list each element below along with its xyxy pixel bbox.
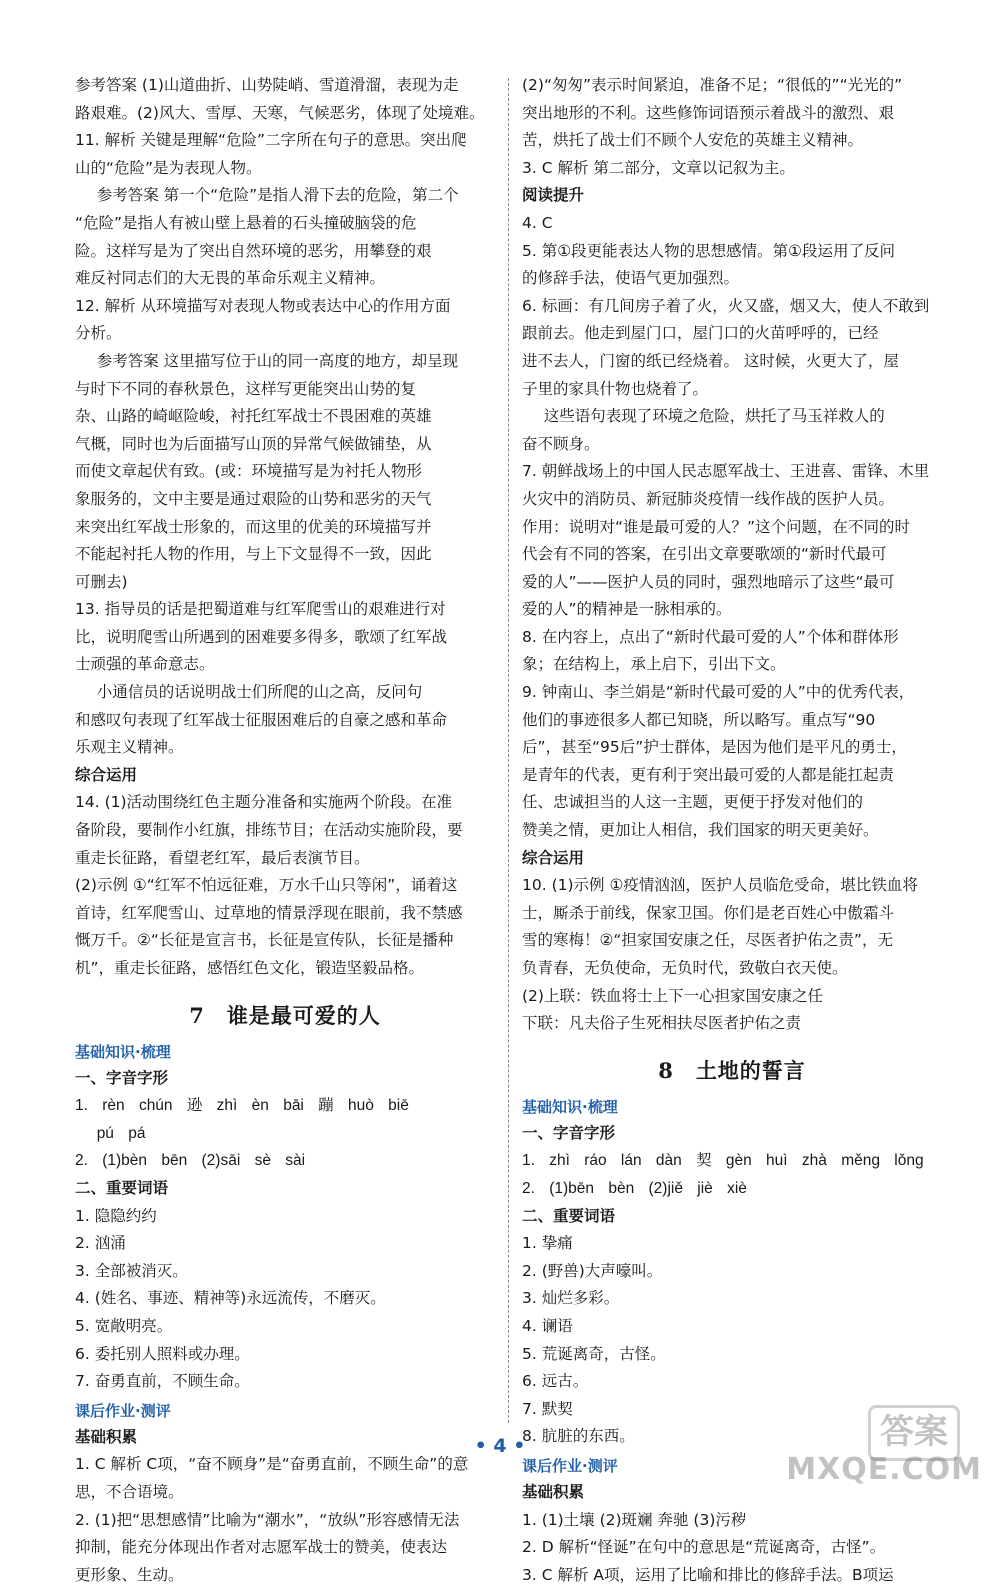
text-line: 8. 在内容上，点出了“新时代最可爱的人”个体和群体形 [522,627,899,646]
text-line: 爱的人”的精神是一脉相承的。 [522,600,732,619]
text-line: 2. (1)bēn bèn (2)jiě jiè xiè [522,1179,747,1197]
text-line: 7. 奋勇直前，不顾生命。 [75,1372,250,1391]
subheading: 综合运用 [75,765,138,784]
watermark-text: MXQE.COM [786,1452,982,1487]
text-line: 1. rèn chún 逊 zhì èn bāi 蹦 huò biē [75,1097,409,1115]
text-line: 苦，烘托了战士们不顾个人安危的英雄主义精神。 [522,131,864,150]
text-line: 更形象、生动。 [75,1565,184,1584]
column-divider [508,78,509,1423]
text-line: 思，不合语境。 [75,1482,184,1501]
text-line: 机”，重走长征路，感悟红色文化，锻造坚毅品格。 [75,959,425,977]
text-line: 4. 谰语 [522,1316,573,1335]
text-line: 5. 宽敞明亮。 [75,1316,173,1335]
subheading: 一、字音字形 [75,1068,169,1087]
text-line: 而使文章起伏有致。(或：环境描写是为衬托人物形 [75,462,423,481]
text-line: (2)“匆匆”表示时间紧迫，准备不足；“很低的”“光光的” [522,76,903,94]
text-line: 难反衬同志们的大无畏的革命乐观主义精神。 [75,269,386,288]
text-line: 1. 挚痛 [522,1234,573,1253]
section-number: 7 [189,1002,205,1028]
text-line: 1. (1)土壤 (2)斑斓 奔驰 (3)污秽 [522,1510,747,1529]
section-title-text: 土地的誓言 [695,1057,806,1083]
text-line: 象；在结构上，承上启下，引出下文。 [522,655,786,674]
text-line: pú pá [96,1124,146,1142]
text-line: 4. C [522,213,553,232]
text-line: 3. 灿烂多彩。 [522,1289,620,1308]
text-line: 13. 指导员的话是把蜀道难与红军爬雪山的艰难进行对 [75,600,446,619]
text-line: 2. (1)把“思想感情”比喻为“潮水”，“放纵”形容感情无法 [75,1510,460,1529]
text-line: 代会有不同的答案，在引出文章要歌颂的“新时代最可 [522,545,887,564]
text-line: 9. 钟南山、李兰娟是“新时代最可爱的人”中的优秀代表， [522,683,915,702]
text-line: 备阶段，要制作小红旗，排练节目；在活动实施阶段，要 [75,821,463,840]
text-line: 负青春，无负使命，无负时代，致敬白衣天使。 [522,959,848,977]
text-line: 气概，同时也为后面描写山顶的异常气候做铺垫，从 [75,434,432,453]
text-line: 慨万千。②“长征是宣言书，长征是宣传队，长征是播种 [75,931,454,950]
section-title-text: 谁是最可爱的人 [226,1002,381,1028]
text-line: 14. (1)活动围绕红色主题分准备和实施两个阶段。在准 [75,793,453,812]
text-line: 4. (姓名、事迹、精神等)永远流传，不磨灭。 [75,1289,386,1308]
text-line: 是青年的代表，更有利于突出最可爱的人都是能扛起责 [522,765,895,784]
text-line: 6. 委托别人照料或办理。 [75,1344,250,1363]
text-line: 任、忠诚担当的人这一主题，更便于抒发对他们的 [522,793,864,812]
subheading: 综合运用 [522,848,585,867]
text-line: 士，厮杀于前线，保家卫国。你们是老百姓心中傲霜斗 [522,903,895,922]
text-line: 3. C 解析 A项，运用了比喻和排比的修辞手法。B项运 [522,1565,894,1584]
text-line: 5. 第①段更能表达人物的思想感情。第①段运用了反问 [522,241,896,260]
left-column [75,72,495,1589]
text-line: (2)上联：铁血将士上下一心担家国安康之任 [522,986,823,1005]
text-line: 抑制，能充分体现出作者对志愿军战士的赞美，使表达 [75,1538,448,1557]
text-line: 赞美之情，更加让人相信，我们国家的明天更美好。 [522,821,879,840]
text-line: 爱的人”——医护人员的同时，强烈地暗示了这些“最可 [522,572,895,591]
text-line: 来突出红军战士形象的，而这里的优美的环境描写并 [75,517,432,536]
text-line: 进不去人，门窗的纸已经烧着。 这时候，火更大了，屋 [522,351,899,370]
subheading: 基础积累 [522,1482,585,1501]
text-line: 11. 解析 关键是理解“危险”二字所在句子的意思。突出爬 [75,131,467,150]
text-line: 雪的寒梅！②“担家国安康之任，尽医者护佑之责”，无 [522,931,893,950]
text-line: 的修辞手法，使语气更加强烈。 [522,269,740,288]
text-line: 2. D 解析“怪诞”在句中的意思是“荒诞离奇，古怪”。 [522,1538,886,1557]
section-banner: 基础知识·梳理 [75,1042,171,1061]
watermark-logo [786,1399,990,1489]
text-line: 2. (1)bèn bēn (2)sāi sè sài [75,1152,306,1170]
text-line: 参考答案 这里描写位于山的同一高度的地方，却呈现 [96,351,459,370]
text-line: 和感叹句表现了红军战士征服困难后的自豪之感和革命 [75,710,448,729]
text-line: 重走长征路，看望老红军，最后表演节目。 [75,848,370,867]
section-banner: 基础知识·梳理 [522,1097,618,1116]
text-line: 3. 全部被消灭。 [75,1261,188,1280]
text-line: 可删去) [75,572,128,591]
text-line: 跟前去。他走到屋门口，屋门口的火苗呼呼的，已经 [522,324,879,343]
subheading: 基础积累 [75,1427,138,1446]
text-line: 这些语句表现了环境之危险，烘托了马玉祥救人的 [543,407,885,426]
text-line: 1. 隐隐约约 [75,1206,157,1225]
text-line: 2. (野兽)大声嚎叫。 [522,1261,663,1280]
watermark-stamp: 答案 [868,1405,960,1461]
text-line: 分析。 [75,324,122,343]
text-line: 后”，甚至“95后”护士群体，是因为他们是平凡的勇士， [522,738,907,757]
subheading: 二、重要词语 [522,1206,616,1225]
text-line: 杂、山路的崎岖险峻，衬托红军战士不畏困难的英雄 [75,407,432,426]
text-line: 8. 肮脏的东西。 [522,1427,635,1446]
text-line: 参考答案 第一个“危险”是指人滑下去的危险，第二个 [96,186,459,205]
text-line: 6. 标画：有几间房子着了火，火又盛，烟又大，使人不敢到 [522,296,930,315]
text-line: 10. (1)示例 ①疫情汹汹，医护人员临危受命，堪比铁血将 [522,876,918,895]
text-line: 子里的家具什物也烧着了。 [522,379,709,398]
text-line: 他们的事迹很多人都已知晓，所以略写。重点写“90 [522,710,876,729]
section-banner: 课后作业·测评 [522,1456,618,1475]
text-line: 3. C 解析 第二部分，文章以记叙为主。 [522,158,795,177]
text-line: 火灾中的消防员、新冠肺炎疫情一线作战的医护人员。 [522,489,895,508]
text-line: (2)示例 ①“红军不怕远征难，万水千山只等闲”，诵着这 [75,876,458,895]
text-line: 突出地形的不利。这些修饰词语预示着战斗的激烈、艰 [522,103,895,122]
text-line: 山的“危险”是为表现人物。 [75,158,262,177]
text-line: 象服务的，文中主要是通过艰险的山势和恶劣的天气 [75,489,432,508]
page-number: • 4 • [474,1435,526,1457]
text-line: 7. 朝鲜战场上的中国人民志愿军战士、王进喜、雷锋、木里 [522,462,930,481]
text-line: 1. zhì ráo lán dàn 契 gèn huì zhà měng lǒng [522,1152,924,1170]
text-line: 5. 荒诞离奇，古怪。 [522,1344,666,1363]
subheading: 阅读提升 [522,186,585,205]
subheading: 一、字音字形 [522,1123,616,1142]
text-line: 险。这样写是为了突出自然环境的恶劣，用攀登的艰 [75,241,432,260]
right-column [522,72,942,1589]
text-line: 7. 默契 [522,1399,573,1418]
subheading: 二、重要词语 [75,1178,169,1197]
text-line: 小通信员的话说明战士们所爬的山之高，反问句 [96,683,423,702]
section-title [75,999,495,1033]
text-line: 奋不顾身。 [522,434,600,453]
text-line: 下联：凡夫俗子生死相扶尽医者护佑之责 [522,1014,802,1033]
section-banner: 课后作业·测评 [75,1401,171,1420]
text-line: 比，说明爬雪山所遇到的困难要多得多，歌颂了红军战 [75,627,448,646]
text-line: 首诗，红军爬雪山、过草地的情景浮现在眼前，我不禁感 [75,903,463,922]
text-line: 作用：说明对“谁是最可爱的人？”这个问题，在不同的时 [522,517,911,536]
text-line: 12. 解析 从环境描写对表现人物或表达中心的作用方面 [75,296,451,315]
text-line: 乐观主义精神。 [75,738,184,757]
text-line: 与时下不同的春秋景色，这样写更能突出山势的复 [75,379,417,398]
section-title [522,1054,942,1088]
text-line: 士顽强的革命意志。 [75,655,215,674]
text-line: “危险”是指人有被山壁上悬着的石头撞破脑袋的危 [75,213,417,232]
text-line: 不能起衬托人物的作用，与上下文显得不一致，因此 [75,545,432,564]
text-line: 1. C 解析 C项，“奋不顾身”是“奋勇直前，不顾生命”的意 [75,1455,469,1474]
section-number: 8 [658,1057,674,1083]
text-line: 路艰难。(2)风大、雪厚、天寒，气候恶劣，体现了处境难。 [75,103,485,122]
text-line: 6. 远古。 [522,1372,589,1391]
text-line: 2. 汹涌 [75,1234,126,1253]
text-line: 参考答案 (1)山道曲折、山势陡峭、雪道滑溜，表现为走 [75,76,459,94]
